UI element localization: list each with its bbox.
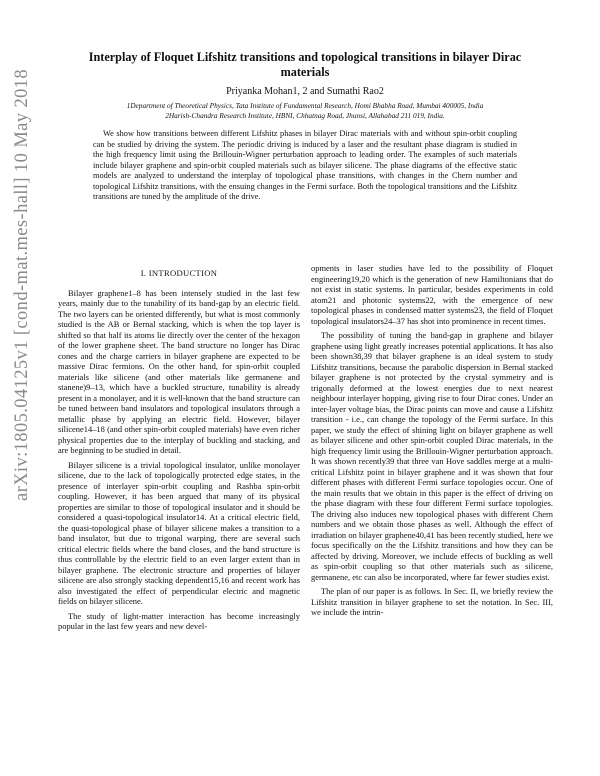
affiliation-2: 2Harish-Chandra Research Institute, HBNI, Chhatnag Road, Jhunsi, Allahabad 211 019, India. [165, 111, 445, 120]
paper-title: Interplay of Floquet Lifshitz transitions and topological transitions in bilayer Dirac materials [88, 50, 522, 79]
paragraph: The possibility of tuning the band-gap in graphene and bilayer graphene using light greatly increases potential applications. It has also been shown38,39 that bilayer graphene is an ideal system to study Lifshitz transitions, because the parabolic dispersion in Bernal stacked bilayer graphene is not protected by the crystal symmetry and is trigonally deformed at the lowest energies due to next nearest neighbour interlayer hopping, giving rise to four Dirac cones. Under an inter-layer voltage bias, the Dirac points can move and cause a Lifshitz transition - i.e., can change the topology of the Fermi surface. In this paper, we study the effect of shining light on bilayer graphene as well as bilayer silicene and other spin-orbit coupled Dirac materials, in the high frequency limit using the Brillouin-Wigner perturbation approach. It was shown recently39 that three van Hove saddles merge at a multi-critical Lifshitz point in bilayer graphene and it was shown that four different phases with different Fermi surface topologies occur. One of the main results that we obtain in this paper is the effect of driving on the phase diagram with these four different Fermi surface topologies. The driving also induces new topological phases with different Chern numbers and we obtain those phases as well. Although the effect of irradiation on bilayer graphene40,41 has been recently studied, here we focus specifically on the the Lifshitz transitions and how they can be affected by driving. Moreover, we include effects of buckling as well as spin-orbit coupling so that other materials such as silicene, germanene, etc can also be incorporated, where far fewer studies exist. [311, 330, 553, 582]
affiliation-1: 1Department of Theoretical Physics, Tata Institute of Fundamental Research, Homi Bhabha Road, Mumbai 400005, India [126, 101, 484, 110]
paragraph: The plan of our paper is as follows. In Sec. II, we briefly review the Lifshitz transition in bilayer graphene to set the notation. In Sec. III, we include the intrin- [311, 586, 553, 617]
paragraph: Bilayer graphene1–8 has been intensely studied in the last few years, mainly due to the tunability of its band-gap by an electric field. The two layers can be oriented differently, but what is most commonly studied is the AB or Bernal stacking, which is when the top layer is shifted so that half its atoms lie directly over the center of the hexagon of the lower graphene sheet. The band structure no longer has Dirac cones and the charge carriers in bilayer graphene are expected to be massive Dirac fermions. On the other hand, for spin-orbit coupled materials like silicene (and other materials like germanene and stanene)9–13, which have a buckled structure, tunability is already present in a monolayer, and it is well-known that the band structure can be tuned between band insulators and topological insulators through a metallic phase by applying an electric field. However, bilayer silicene14–18 (and other spin-orbit coupled materials) have even richer physical properties due to the interplay of buckling and stacking, and are beginning to be studied in detail. [58, 287, 300, 455]
paragraph: Bilayer silicene is a trivial topological insulator, unlike monolayer silicene, due to the lack of topologically protected edge states, in the presence of interlayer spin-orbit coupling and Rashba spin-orbit coupling. However, it has been argued that many of its physical properties are similar to those of topological insulator and it should be considered a quasi-topological insulator14. At a critical electric field, the quasi-topological phase of bilayer silicene makes a transition to a band insulator, but due to trigonal warping, there are several such critical electric fields where the band closes, and the band structure is thus controllable by the electric field to an even larger extent than in bilayer graphene. The electronic structure and properties of bilayer silicene are also strongly stacking dependent15,16 and recent work has also investigated the effect of perpendicular electric and magnetic fields on bilayer silicene. [58, 459, 300, 606]
abstract [93, 129, 517, 203]
paragraph: The study of light-matter interaction has become increasingly popular in the last few years and new devel- [58, 610, 300, 631]
left-column [58, 268, 300, 636]
paper-authors: Priyanka Mohan1, 2 and Sumathi Rao2 [226, 86, 384, 97]
paragraph: opments in laser studies have led to the possibility of Floquet engineering19,20 which is the generation of new Hamiltonians that do not exist in static systems. In particular, besides experiments in cold atom21 and photonic systems22, with the emergence of new topological phases in condensed matter systems23, the field of Floquet topological insulators24–37 has shot into prominence in recent times. [311, 263, 553, 326]
section-heading: I. INTRODUCTION [140, 268, 218, 278]
abstract-text: We show how transitions between different Lifshitz phases in bilayer Dirac materials with and without spin-orbit coupling can be studied by driving the system. The periodic driving is induced by a laser and the resultant phase diagram is studied in the high frequency limit using the Brillouin-Wigner perturbation approach to leading order. The examples of such materials include bilayer graphene and spin-orbit coupled materials such as bilayer silicene. The phase diagrams of the effective static models are analyzed to understand the interplay of topological phase transitions, with changes in the Chern number and topological Lifshitz transitions, with the ensuing changes in the Fermi surface. Both the topological transitions and the Lifshitz transitions are tuned by the amplitude of the drive. [93, 129, 517, 202]
right-column [311, 263, 553, 622]
arxiv-identifier: arXiv:1805.04125v1 [cond-mat.mes-hall] 10 May 2018 [12, 68, 32, 501]
